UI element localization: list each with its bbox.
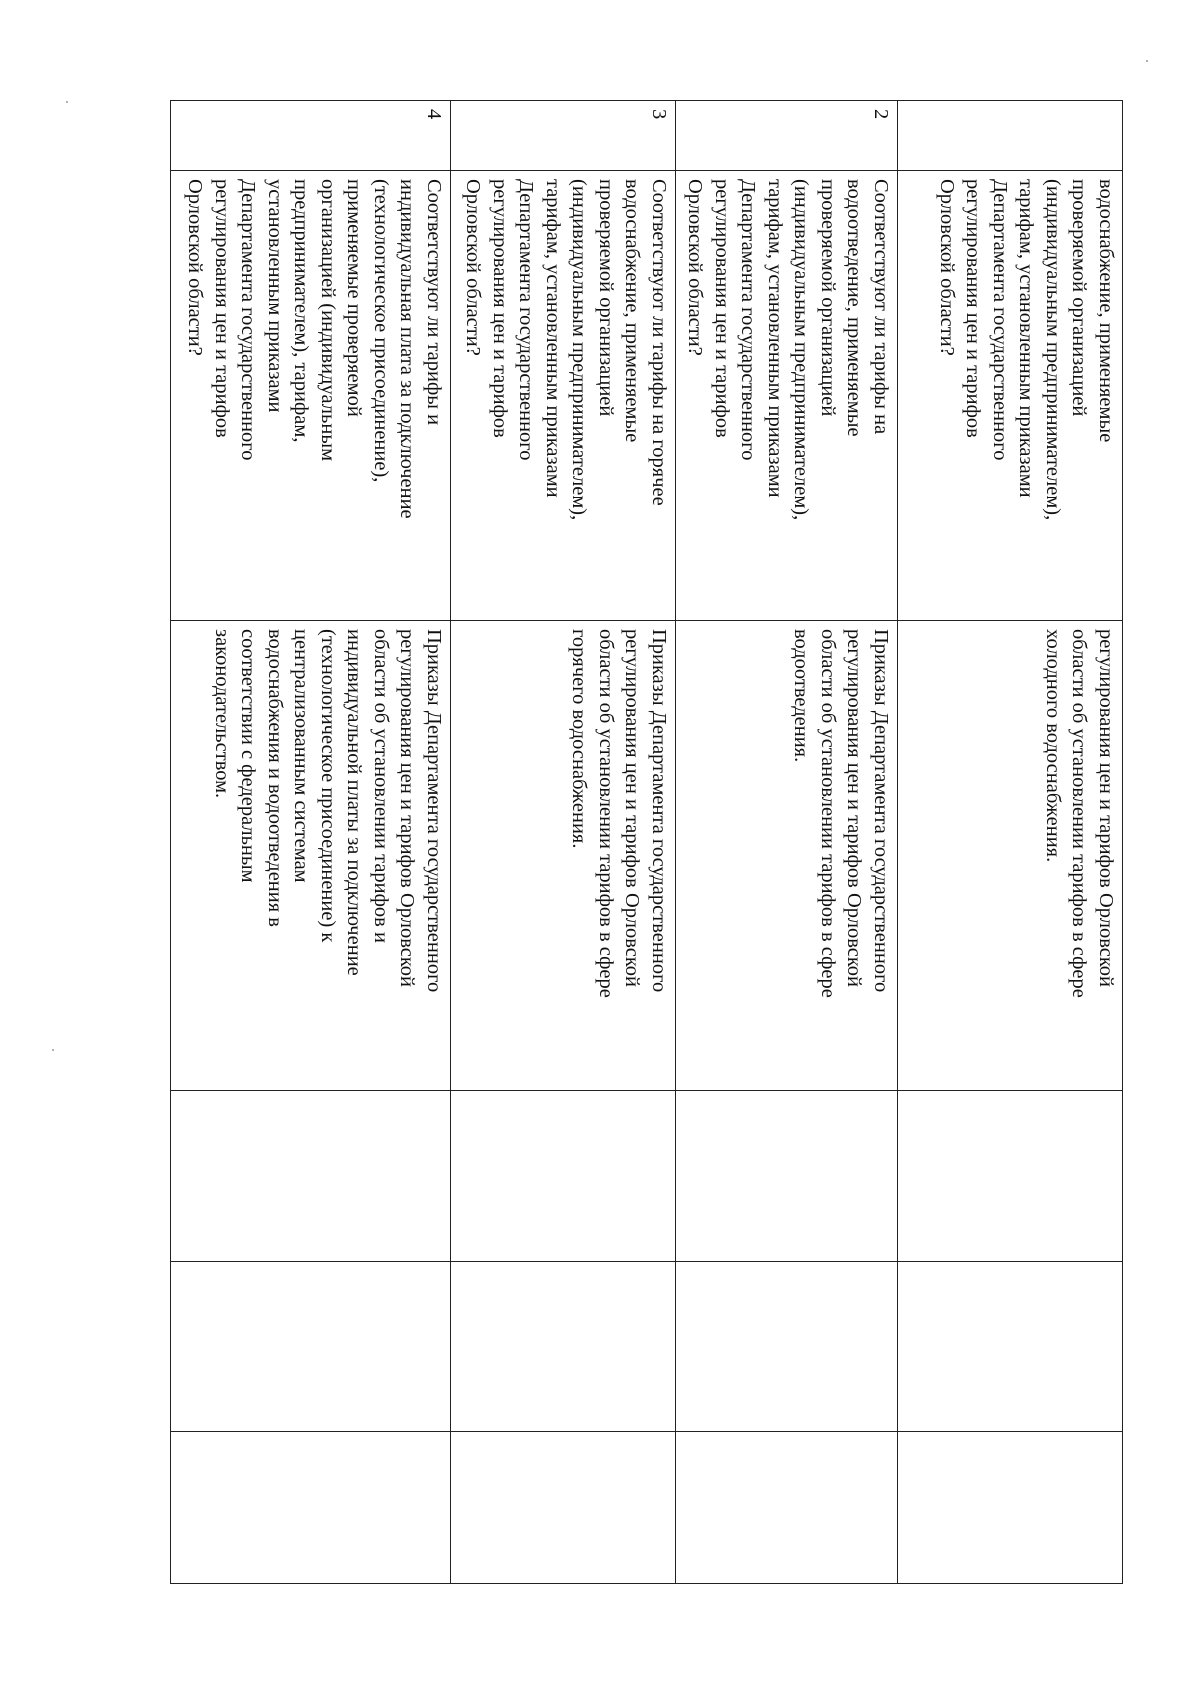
basis-cell: регулирования цен и тарифов Орловской области об установлении тарифов в сфере холодного водоснабжения. [898, 621, 1123, 1091]
row-number: 4 [171, 101, 451, 171]
table-row [898, 101, 1123, 1584]
table-row [171, 101, 451, 1584]
scan-speck [1146, 60, 1148, 62]
answer-no-cell [171, 1262, 451, 1432]
basis-cell: Приказы Департамента государственного регулирования цен и тарифов Орловской области об установлении тарифов в сфере водоотведения. [676, 621, 898, 1091]
row-number [898, 101, 1123, 171]
question-cell: Соответствуют ли тарифы на водоотведение, применяемые проверяемой организацией (индивидуальным предпринимателем), тарифам, установленным приказами Департамента государственного регулирования цен и тарифов Орловской области? [676, 171, 898, 621]
note-cell [898, 1432, 1123, 1584]
answer-yes-cell [898, 1091, 1123, 1262]
basis-cell: Приказы Департамента государственного регулирования цен и тарифов Орловской области об установлении тарифов и индивидуальной платы за подключение (технологическое присоединение) к централизованным системам водоснабжения и водоотведения в соответствии с федеральным законодательством. [171, 621, 451, 1091]
note-cell [676, 1432, 898, 1584]
note-cell [171, 1432, 451, 1584]
rotated-page [173, 100, 1123, 1600]
answer-yes-cell [451, 1091, 676, 1262]
note-cell [451, 1432, 676, 1584]
question-cell: Соответствуют ли тарифы на горячее водоснабжение, применяемые проверяемой организацией (индивидуальным предпринимателем), тарифам, установленным приказами Департамента государственного регулирования цен и тарифов Орловской области? [451, 171, 676, 621]
scan-speck [52, 1049, 54, 1051]
answer-no-cell [898, 1262, 1123, 1432]
question-cell: водоснабжение, применяемые проверяемой организацией (индивидуальным предпринимателем), тарифам, установленным приказами Департамента государственного регулирования цен и тарифов Орловской области? [898, 171, 1123, 621]
question-cell: Соответствуют ли тарифы и индивидуальная плата за подключение (технологическое присоединение), применяемые проверяемой организацией (индивидуальным предпринимателем), тарифам, установленным приказами Департамента государственного регулирования цен и тарифов Орловской области? [171, 171, 451, 621]
checklist-table [170, 100, 1123, 1584]
answer-yes-cell [171, 1091, 451, 1262]
answer-no-cell [451, 1262, 676, 1432]
scan-speck [66, 101, 68, 103]
table-row [676, 101, 898, 1584]
row-number: 2 [676, 101, 898, 171]
answer-no-cell [676, 1262, 898, 1432]
row-number: 3 [451, 101, 676, 171]
basis-cell: Приказы Департамента государственного регулирования цен и тарифов Орловской области об установлении тарифов в сфере горячего водоснабжения. [451, 621, 676, 1091]
table-row [451, 101, 676, 1584]
answer-yes-cell [676, 1091, 898, 1262]
